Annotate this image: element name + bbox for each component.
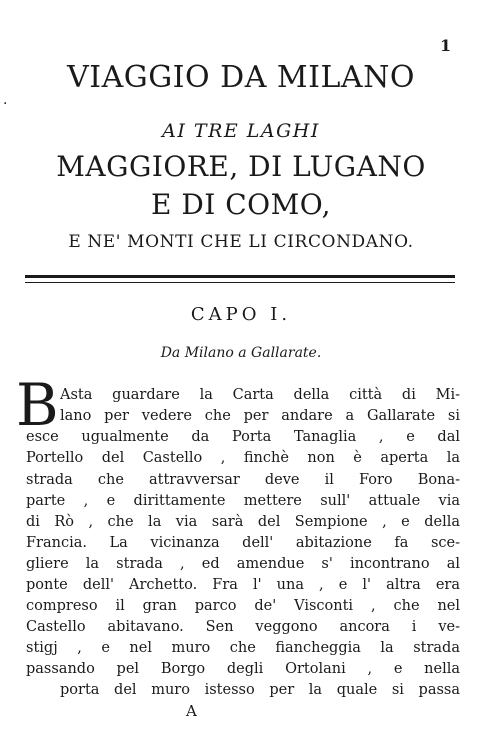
body-line: porta del muro istesso per la quale si passa xyxy=(60,682,460,698)
body-line: ponte dell' Archetto. Fra l' una , e l' altra era xyxy=(26,577,460,593)
body-line: esce ugualmente da Porta Tanaglia , e dal xyxy=(26,429,460,445)
catchword: A xyxy=(186,702,197,720)
title-line-2: AI TRE LAGHI xyxy=(162,120,320,142)
body-line: Asta guardare la Carta della città di Mi- xyxy=(60,387,460,403)
body-line: compreso il gran parco de' Visconti , che nel xyxy=(26,598,460,614)
title-line-4: E DI COMO, xyxy=(150,188,331,221)
drop-cap: B xyxy=(16,371,59,439)
margin-mark: · xyxy=(3,96,8,112)
chapter-subtitle: Da Milano a Gallarate. xyxy=(160,345,322,361)
body-line: Portello del Castello , finchè non è aperta la xyxy=(26,450,460,466)
body-line: passando pel Borgo degli Ortolani , e nella xyxy=(26,661,460,677)
body-line: lano per vedere che per andare a Gallarate si xyxy=(60,408,460,424)
body-line: Castello abitavano. Sen veggono ancora i ve- xyxy=(26,619,460,635)
body-line: gliere la strada , ed amendue s' incontrano al xyxy=(26,556,460,572)
body-line: di Rò , che la via sarà del Sempione , e della xyxy=(26,514,460,530)
title-rule-thin xyxy=(25,282,455,283)
body-line: Francia. La vicinanza dell' abitazione fa sce- xyxy=(26,535,460,551)
chapter-heading: CAPO I. xyxy=(190,304,292,325)
title-line-1: VIAGGIO DA MILANO xyxy=(67,60,415,95)
body-line: strada che attravversar deve il Foro Bona- xyxy=(26,472,460,488)
page-number: 1 xyxy=(440,36,452,55)
body-line: parte , e dirittamente mettere sull' attuale via xyxy=(26,493,460,509)
title-line-5: E NE' MONTI CHE LI CIRCONDANO. xyxy=(68,232,414,252)
title-line-3: MAGGIORE, DI LUGANO xyxy=(56,150,426,183)
title-rule-thick xyxy=(25,275,455,278)
body-line: stigj , e nel muro che fiancheggia la strada xyxy=(26,640,460,656)
